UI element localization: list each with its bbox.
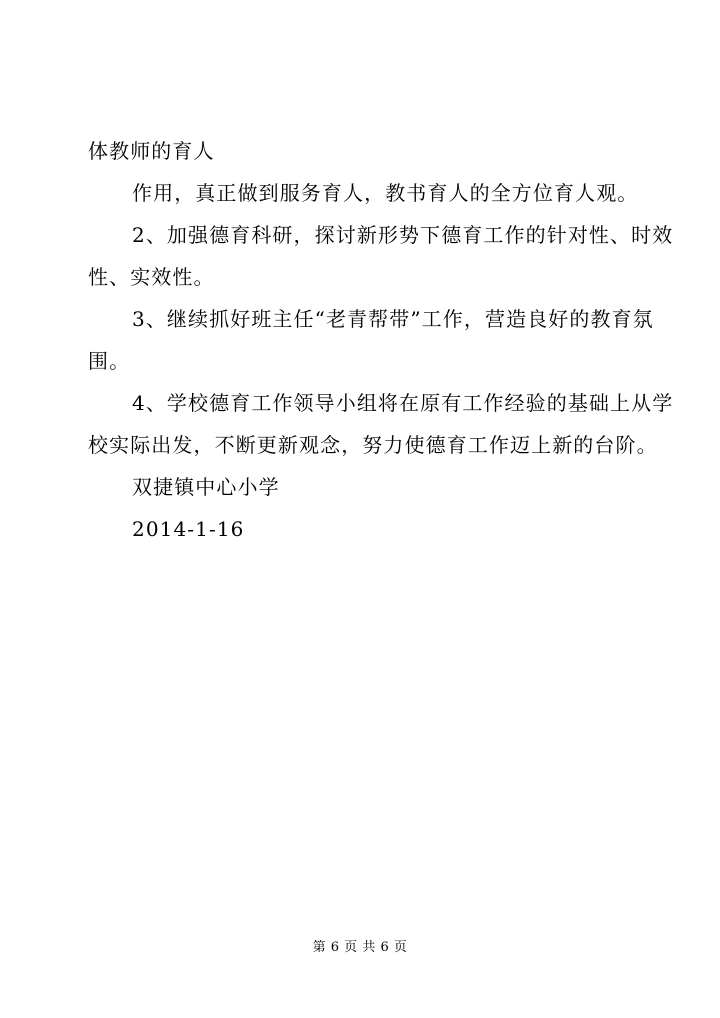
page-number-footer: 第 6 页 共 6 页 xyxy=(312,940,408,955)
text-line: 4、学校德育工作领导小组将在原有工作经验的基础上从学 xyxy=(132,391,674,415)
text-line: 围。 xyxy=(88,349,131,373)
text-line: 作用，真正做到服务育人，教书育人的全方位育人观。 xyxy=(132,181,639,205)
document-date: 2014-1-16 xyxy=(132,517,245,541)
text-line: 体教师的育人 xyxy=(88,139,215,163)
text-line: 2、加强德育科研，探讨新形势下德育工作的针对性、时效 xyxy=(132,223,674,247)
text-line: 3、继续抓好班主任“老青帮带”工作，营造良好的教育氛 xyxy=(132,307,654,331)
document-body xyxy=(88,130,674,550)
text-line: 性、实效性。 xyxy=(88,265,215,289)
school-name: 双捷镇中心小学 xyxy=(132,475,280,499)
text-line: 校实际出发，不断更新观念，努力使德育工作迈上新的台阶。 xyxy=(88,433,658,457)
